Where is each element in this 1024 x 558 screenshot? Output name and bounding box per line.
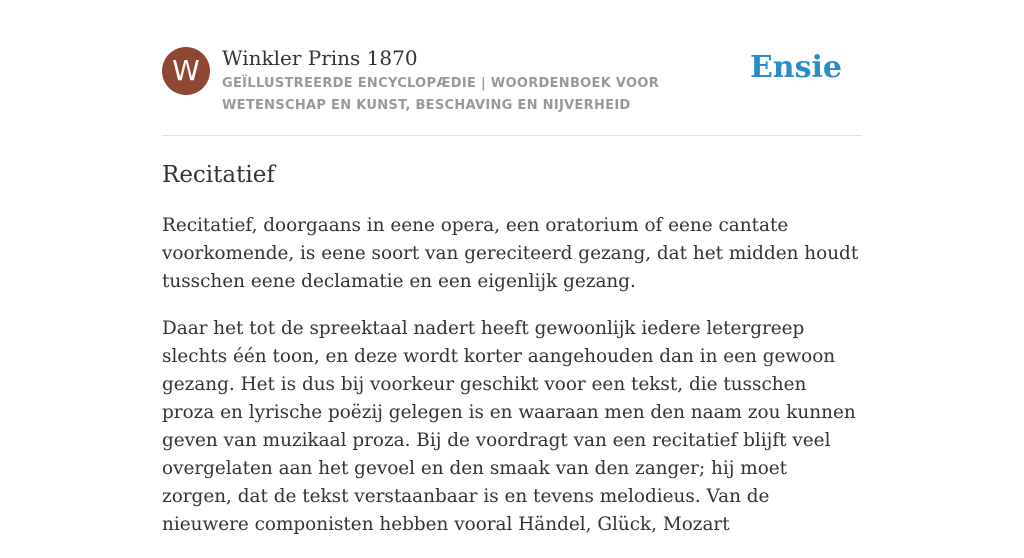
- article-paragraph: Recitatief, doorgaans in eene opera, een oratorium of eene cantate voorkomende, is eene soort van gereciteerd gezang, dat het midden houdt tusschen eene declamatie en een eigenlijk gezang.: [162, 215, 859, 292]
- source-avatar[interactable]: W: [162, 47, 210, 95]
- source-subtitle: GEÏLLUSTREERDE ENCYCLOPÆDIE | WOORDENBOEK VOOR WETENSCHAP EN KUNST, BESCHAVING EN NIJVERHEID: [222, 76, 660, 113]
- brand-logo[interactable]: Ensie: [749, 50, 842, 85]
- source-header: [162, 45, 862, 135]
- article-body: [162, 212, 862, 558]
- source-title[interactable]: Winkler Prins 1870: [222, 46, 418, 70]
- article-paragraph: Daar het tot de spreektaal nadert heeft gewoonlijk iedere letergreep slechts één toon, en deze wordt korter aangehouden dan in een gewoon gezang. Het is dus bij voorkeur geschikt voor een tekst, die tusschen proza en lyrische poëzij gelegen is en waaraan men den naam zou kunnen geven van muzikaal proza. Bij de voordragt van een recitatief blijft veel overgelaten aan het gevoel en den smaak van den zanger; hij moet zorgen, dat de tekst verstaanbaar is en tevens melodieus. Van de nieuwere componisten hebben vooral Händel, Glück, Mozart: [162, 318, 856, 535]
- header-divider: [162, 135, 862, 136]
- article-title: Recitatief: [162, 162, 275, 188]
